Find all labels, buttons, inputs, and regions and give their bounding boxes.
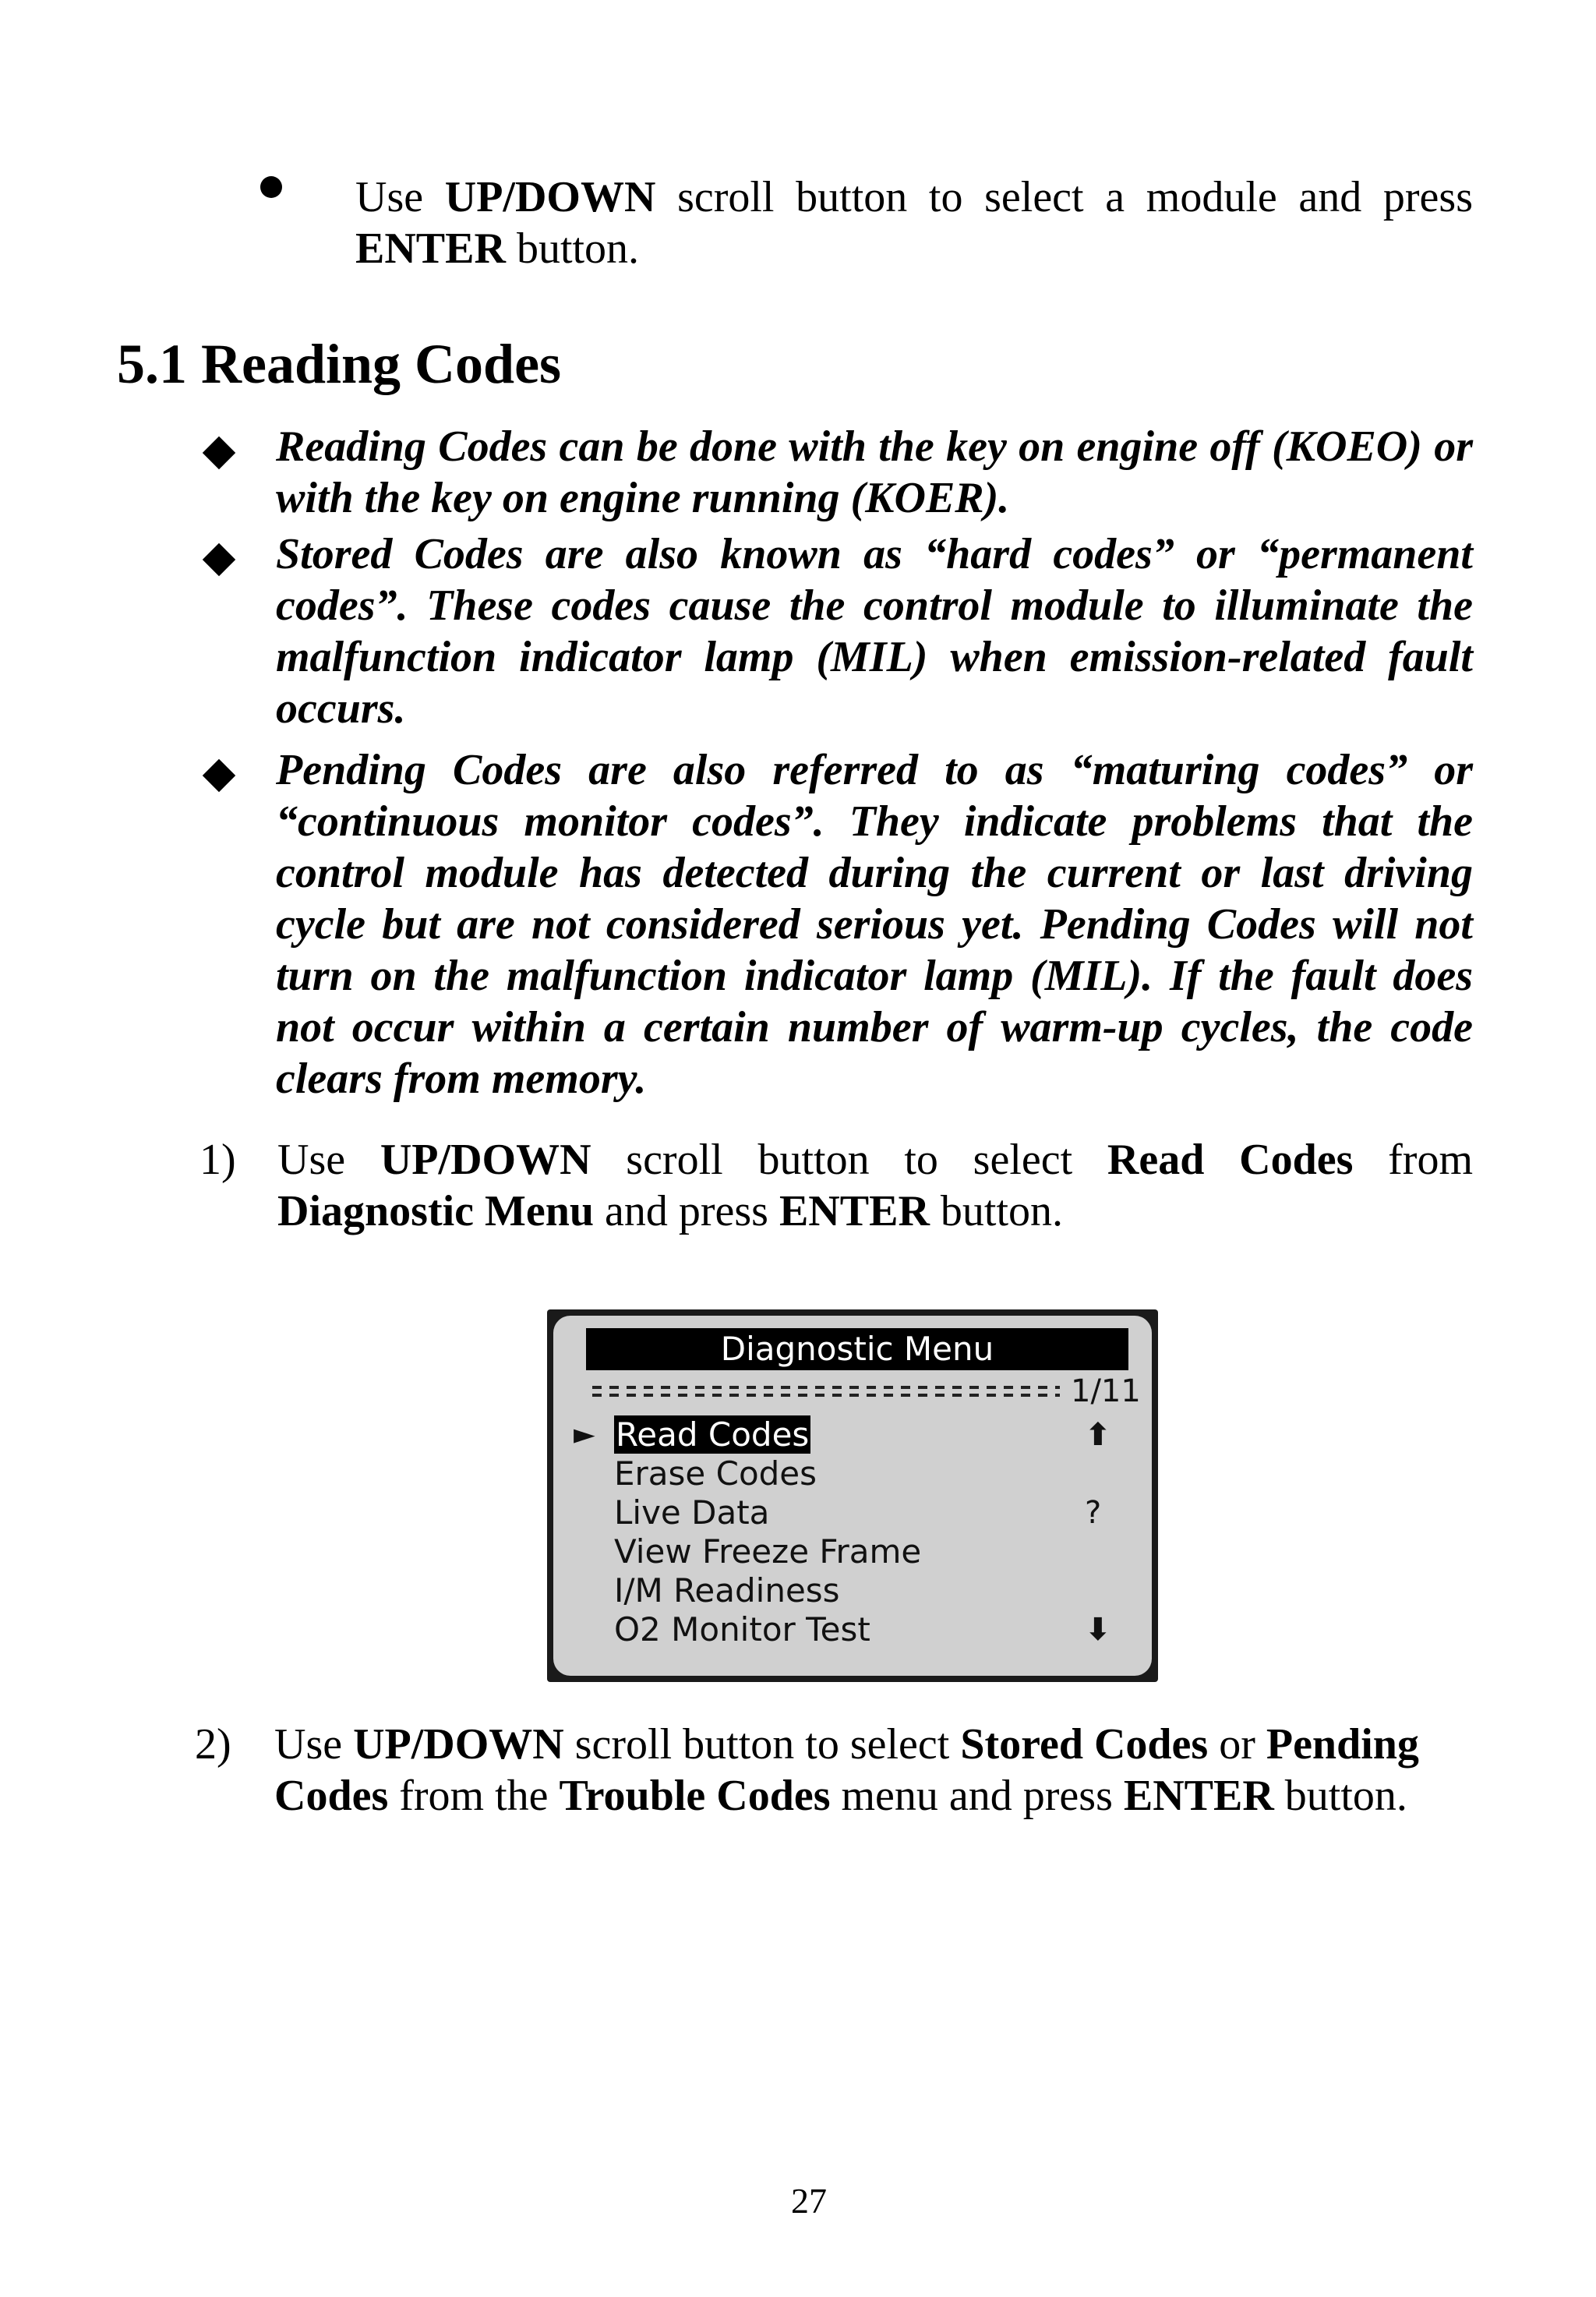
menu-item-view-freeze-frame[interactable] bbox=[614, 1532, 921, 1571]
option-read-codes: Read Codes bbox=[1107, 1136, 1354, 1184]
step-read-codes-instruction bbox=[277, 1134, 1473, 1237]
screen-display bbox=[553, 1316, 1152, 1676]
menu-item-read-codes[interactable] bbox=[614, 1415, 810, 1454]
selection-pointer-icon: ► bbox=[574, 1419, 595, 1451]
text-part: or bbox=[1219, 1720, 1255, 1769]
screen-separator bbox=[592, 1383, 1060, 1401]
menu-item-label: O2 Monitor Test bbox=[614, 1610, 870, 1649]
text-use: Use bbox=[274, 1720, 343, 1769]
key-up-down: UP/DOWN bbox=[444, 173, 656, 221]
note-stored-codes: Stored Codes are also known as “hard codes” or “permanent codes”. These codes cause the control module to illuminate the malfunction indicator lamp (MIL) when emission-related fault occurs. bbox=[276, 530, 1473, 733]
option-stored-codes: Stored Codes bbox=[960, 1720, 1209, 1769]
diamond-bullet-icon bbox=[203, 759, 235, 792]
menu-item-label: I/M Readiness bbox=[614, 1571, 840, 1610]
step-select-codes-instruction bbox=[274, 1719, 1474, 1822]
page-number: 27 bbox=[791, 2181, 827, 2221]
text-part: button. bbox=[1284, 1772, 1407, 1820]
scanner-screen bbox=[547, 1309, 1158, 1682]
menu-item-label: Live Data bbox=[614, 1493, 770, 1532]
menu-trouble-codes: Trouble Codes bbox=[559, 1772, 831, 1820]
text-use: Use bbox=[355, 173, 424, 221]
text-part: from bbox=[1388, 1136, 1473, 1184]
menu-item-o2-monitor-test[interactable] bbox=[614, 1610, 870, 1649]
text-use: Use bbox=[277, 1136, 346, 1184]
text-part: scroll button to select bbox=[626, 1136, 1073, 1184]
step-number: 2) bbox=[195, 1720, 231, 1769]
scroll-down-arrow-icon[interactable]: ⬇ bbox=[1085, 1612, 1111, 1648]
text-part: button. bbox=[940, 1187, 1064, 1235]
bullet-dot-icon bbox=[260, 176, 282, 198]
key-enter: ENTER bbox=[1123, 1772, 1274, 1820]
option-pending-codes: Pending Codes bbox=[274, 1720, 1419, 1820]
menu-item-label: Read Codes bbox=[616, 1415, 810, 1454]
menu-diagnostic: Diagnostic Menu bbox=[277, 1187, 594, 1235]
text-part: from the bbox=[399, 1772, 549, 1820]
screen-title: Diagnostic Menu bbox=[586, 1328, 1128, 1370]
key-enter: ENTER bbox=[779, 1187, 930, 1235]
step-number: 1) bbox=[200, 1136, 236, 1184]
diamond-bullet-icon bbox=[203, 543, 235, 576]
page-indicator: 1/11 bbox=[1071, 1373, 1141, 1409]
note-pending-codes: Pending Codes are also referred to as “maturing codes” or “continuous monitor codes”. They indicate problems that the control module has detected during the current or last driving cycle but are not considered serious yet. Pending Codes will not turn on the malfunction indicator lamp (MIL). If the fault does not occur within a certain number of warm-up cycles, the code clears from memory. bbox=[276, 746, 1473, 1103]
key-enter: ENTER bbox=[355, 224, 506, 273]
module-select-instruction bbox=[355, 171, 1473, 274]
text-part: scroll button to select bbox=[574, 1720, 950, 1769]
text-mid: scroll button to select a module and press bbox=[677, 173, 1473, 221]
note-reading-codes: Reading Codes can be done with the key on engine off (KOEO) or with the key on engine running (KOER). bbox=[276, 422, 1473, 522]
menu-item-live-data[interactable] bbox=[614, 1493, 769, 1532]
menu-item-im-readiness[interactable] bbox=[614, 1571, 840, 1610]
scroll-up-arrow-icon[interactable]: ⬆ bbox=[1085, 1417, 1111, 1453]
text-part: menu and press bbox=[841, 1772, 1113, 1820]
menu-item-label: View Freeze Frame bbox=[614, 1532, 922, 1571]
key-up-down: UP/DOWN bbox=[380, 1136, 591, 1184]
diamond-bullet-icon bbox=[203, 436, 235, 469]
help-icon[interactable]: ? bbox=[1085, 1495, 1102, 1531]
text-part: and press bbox=[605, 1187, 768, 1235]
section-heading: 5.1 Reading Codes bbox=[117, 333, 562, 395]
text-end: button. bbox=[516, 224, 640, 273]
key-up-down: UP/DOWN bbox=[353, 1720, 564, 1769]
menu-item-erase-codes[interactable] bbox=[614, 1454, 817, 1493]
menu-item-label: Erase Codes bbox=[614, 1454, 817, 1493]
